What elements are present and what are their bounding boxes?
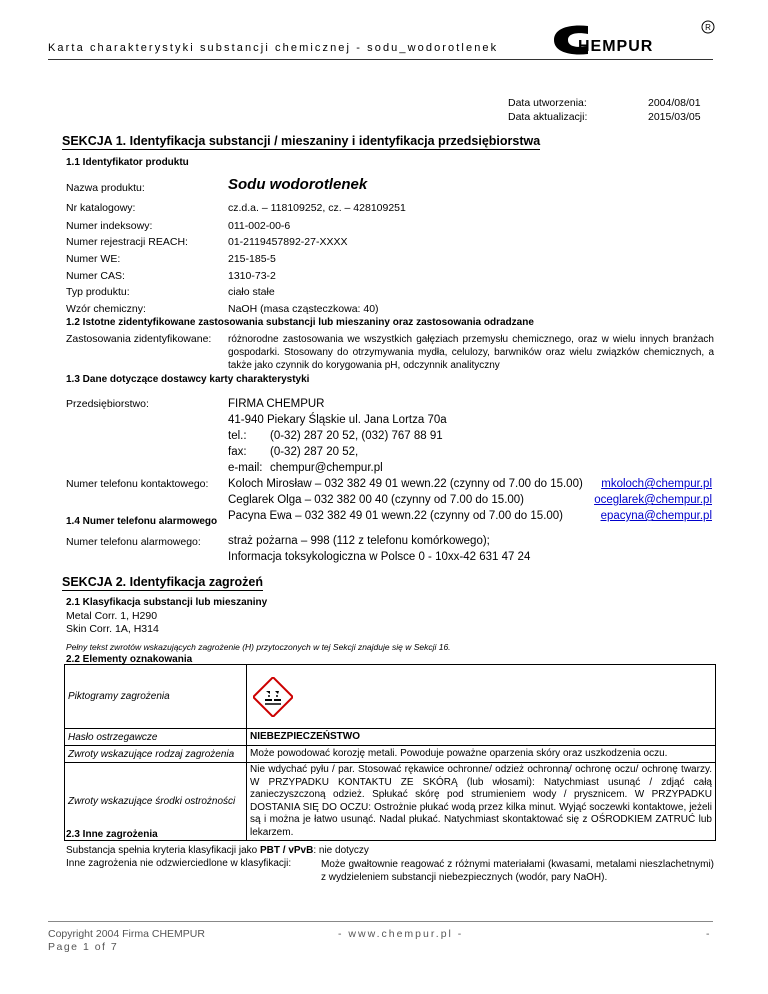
h-phrases-note: Pełny tekst zwrotów wskazujących zagrożenie (H) przytoczonych w tej Sekcji znajduje się w Sekcji 16. (66, 642, 451, 652)
hazard-statements-label: Zwroty wskazujące rodzaj zagrożenia (65, 746, 247, 763)
supplier-address (228, 396, 447, 476)
company-name: FIRMA CHEMPUR (228, 398, 325, 410)
updated-date: 2015/03/05 (648, 111, 701, 123)
contact-3: Pacyna Ewa – 032 382 49 01 wewn.22 (czynny od 7.00 do 15.00) (228, 510, 564, 522)
page-number: Page 1 of 7 (48, 941, 119, 953)
index-value: 011-002-00-6 (228, 220, 291, 232)
reach-label: Numer rejestracji REACH: (66, 236, 188, 248)
created-date: 2004/08/01 (648, 97, 701, 109)
company-street: 41-940 Piekary Śląskie ul. Jana Lortza 70a (228, 414, 447, 426)
other-hazards-text: Może gwałtownie reagować z różnymi materiałami (kwasami, metalami nieszlachetnymi) z wydzieleniem substancji niebezpiecznych (wodór, pary NaOH). (321, 859, 714, 883)
header-divider (48, 59, 713, 60)
subsection-2-2-heading: 2.2 Elementy oznakowania (66, 654, 193, 665)
cas-value: 1310-73-2 (228, 270, 276, 282)
footer-website: - www.chempur.pl - (338, 928, 464, 940)
tel-key: tel.: (228, 430, 247, 442)
tel-value: (0-32) 287 20 52, (032) 767 88 91 (270, 430, 443, 442)
type-label: Typ produktu: (66, 286, 130, 298)
signal-word-label: Hasło ostrzegawcze (65, 729, 247, 746)
pbt-line (66, 845, 369, 856)
we-label: Numer WE: (66, 253, 121, 265)
subsection-1-3-heading: 1.3 Dane dotyczące dostawcy karty charakterystyki (66, 374, 310, 385)
fax-key: fax: (228, 446, 247, 458)
precautionary-statements: Nie wdychać pyłu / par. Stosować rękawice ochronne/ odzież ochronną/ ochronę oczu/ ochronę twarzy. W PRZYPADKU KONTAKTU ZE SKÓRĄ (lub włosami): Natychmiast usunąć / zdjąć całą zanieczyszczoną odzież. Spłukać skórę pod strumieniem wody / prysznicem. W PRZYPADKU DOSTANIA SIĘ DO OCZU: Ostrożnie płukać wodą przez kilka minut. Wyjąć soczewki kontaktowe, jeżeli są i można je łatwo usunąć. Nadal płukać. Natychmiast skontaktować się z OŚRODKIEM ZATRUĆ lub lekarzem. (247, 763, 716, 841)
supplier-label: Przedsiębiorstwo: (66, 398, 149, 410)
pbt-prefix: Substancja spełnia kryteria klasyfikacji jako (66, 845, 260, 856)
alarm-line-2: Informacja toksykologiczna w Polsce 0 - 10xx-42 631 47 24 (228, 551, 531, 563)
cas-label: Numer CAS: (66, 270, 125, 282)
index-label: Numer indeksowy: (66, 220, 153, 232)
contact-label: Numer telefonu kontaktowego: (66, 478, 209, 490)
contact-emails (560, 476, 712, 524)
fax-value: (0-32) 287 20 52, (270, 446, 359, 458)
footer-divider (48, 921, 713, 922)
subsection-1-4-heading: 1.4 Numer telefonu alarmowego (66, 516, 218, 527)
contact-2: Ceglarek Olga – 032 382 00 40 (czynny od 7.00 do 15.00) (228, 494, 525, 506)
product-name: Sodu wodorotlenek (228, 176, 368, 193)
pictogram-cell (247, 665, 716, 729)
subsection-2-3-heading: 2.3 Inne zagrożenia (66, 829, 158, 840)
copyright: Copyright 2004 Firma CHEMPUR (48, 928, 205, 940)
mail-key: e-mail: (228, 462, 263, 474)
updated-label: Data aktualizacji: (508, 111, 588, 123)
uses-label: Zastosowania zidentyfikowane: (66, 333, 212, 345)
labelling-table (64, 664, 716, 841)
contact-list (228, 476, 583, 524)
section-2-heading: SEKCJA 2. Identyfikacja zagrożeń (62, 575, 263, 589)
chempur-logo-icon (548, 18, 718, 58)
type-value: ciało stałe (228, 286, 275, 298)
chempur-logo (548, 18, 718, 58)
svg-text:R: R (705, 23, 711, 32)
formula-label: Wzór chemiczny: (66, 303, 146, 315)
section-1-heading: SEKCJA 1. Identyfikacja substancji / mieszaniny i identyfikacja przedsiębiorstwa (62, 134, 541, 148)
pbt-value: : nie dotyczy (313, 845, 369, 856)
alarm-line-1: straż pożarna – 998 (112 z telefonu komórkowego); (228, 535, 490, 547)
contact-1: Koloch Mirosław – 032 382 49 01 wewn.22 (czynny od 7.00 do 15.00) (228, 478, 583, 490)
other-hazards-label: Inne zagrożenia nie odzwierciedlone w klasyfikacji: (66, 858, 292, 869)
pbt-term: PBT / vPvB (259, 845, 314, 856)
catalog-value: cz.d.a. – 118109252, cz. – 428109251 (228, 202, 406, 214)
email-link-ceglarek[interactable]: oceglarek@chempur.pl (594, 494, 712, 506)
mail-value: chempur@chempur.pl (270, 462, 383, 474)
uses-text: różnorodne zastosowania we wszystkich gałęziach przemysłu chemicznego, oraz w wielu innych branżach gospodarki. Stosowany do otrzymywania mydła, celulozy, barwników oraz wielu związków chemicznych, a także jako czynnik do korygowania pH, odczynnik analityczny (228, 334, 714, 371)
pictogram-label: Piktogramy zagrożenia (65, 665, 247, 729)
alarm-label: Numer telefonu alarmowego: (66, 536, 201, 548)
corrosion-pictogram-icon (253, 677, 293, 717)
precautionary-label: Zwroty wskazujące środki ostrożności (65, 763, 247, 841)
classification-2: Skin Corr. 1A, H314 (66, 623, 159, 635)
alarm-numbers (228, 533, 530, 565)
subsection-2-1-heading: 2.1 Klasyfikacja substancji lub mieszaniny (66, 597, 268, 608)
document-header-title: Karta charakterystyki substancji chemicznej - sodu_wodorotlenek (48, 42, 499, 54)
formula-value: NaOH (masa cząsteczkowa: 40) (228, 303, 379, 315)
product-name-label: Nazwa produktu: (66, 182, 145, 194)
dates-labels (508, 96, 587, 124)
catalog-label: Nr katalogowy: (66, 202, 136, 214)
classification-1: Metal Corr. 1, H290 (66, 610, 158, 622)
we-value: 215-185-5 (228, 253, 276, 265)
reach-value: 01-2119457892-27-XXXX (228, 236, 348, 248)
logo-text: HEMPUR (578, 38, 654, 55)
footer-left (48, 928, 205, 954)
subsection-1-2-heading: 1.2 Istotne zidentyfikowane zastosowania substancji lub mieszaniny oraz zastosowania odradzane (66, 317, 534, 328)
email-link-koloch[interactable]: mkoloch@chempur.pl (601, 478, 712, 490)
email-link-pacyna[interactable]: epacyna@chempur.pl (600, 510, 712, 522)
hazard-statements: Może powodować korozję metali. Powoduje poważne oparzenia skóry oraz uszkodzenia oczu. (247, 746, 716, 763)
subsection-1-1-heading: 1.1 Identyfikator produktu (66, 157, 189, 168)
dates-values (648, 96, 701, 124)
footer-dash: - (706, 928, 710, 940)
signal-word: NIEBEZPIECZEŃSTWO (247, 729, 716, 746)
created-label: Data utworzenia: (508, 97, 587, 109)
